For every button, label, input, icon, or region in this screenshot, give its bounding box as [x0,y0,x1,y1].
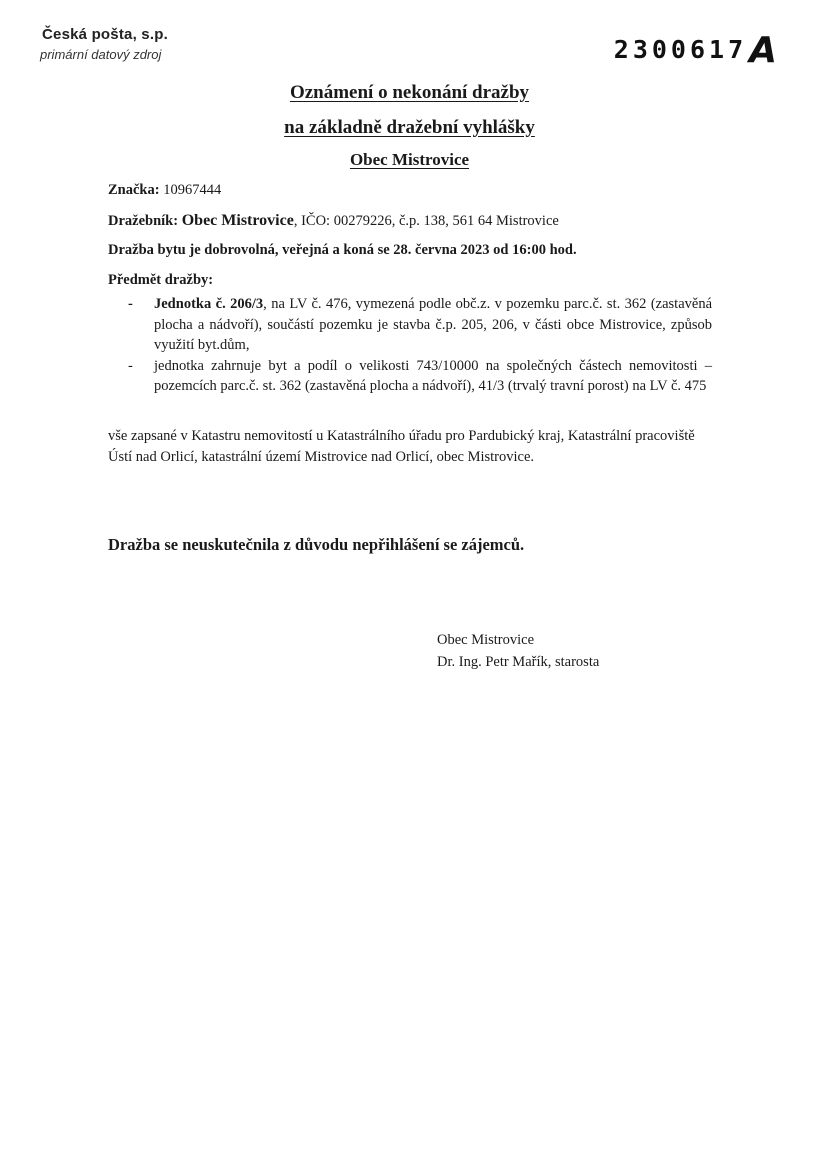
document-title: Oznámení o nekonání dražby [289,82,530,103]
registration-letter: A [749,30,777,71]
subject-list [128,294,712,397]
bullet-dash: - [128,296,133,312]
signature-mayor: Dr. Ing. Petr Mařík, starosta [437,654,600,670]
item-text: , na LV č. 476, vymezená podle obč.z. v pozemku parc.č. st. 362 (zastavěná plocha a nádvoří), součástí pozemku je stavba č.p. 205, 206, v části obce Mistrovice, způsob využití byt.dům, [154,296,713,353]
auction-info: Dražba bytu je dobrovolná, veřejná a koná se 28. června 2023 od 16:00 hod. [108,242,577,258]
document-municipality: Obec Mistrovice [349,150,470,169]
drazebnik-row [108,211,559,231]
registration-number [614,30,777,71]
znacka-row [108,180,221,200]
signature-municipality: Obec Mistrovice [437,632,535,648]
item-lead: Jednotka č. 206/3 [154,296,264,312]
znacka-label: Značka: [108,182,160,198]
drazebnik-name: Obec Mistrovice [181,212,294,229]
predmet-label: Předmět dražby: [108,272,214,288]
stamp-source: primární datový zdroj [40,47,162,62]
list-item [128,294,712,356]
postal-stamp [42,26,168,62]
znacka-value: 10967444 [159,182,222,198]
bullet-dash: - [128,357,133,374]
cadastre-note: vše zapsané v Katastru nemovitostí u Katastrálního úřadu pro Pardubický kraj, Katastrální pracoviště Ústí nad Orlicí, katastrální území Mistrovice nad Orlicí, obec Mistrovice. [108,428,695,465]
drazebnik-label: Dražebník: [108,213,182,229]
list-item [128,356,712,397]
signature-block [437,629,599,673]
stamp-issuer: Česká pošta, s.p. [42,26,168,43]
drazebnik-details: , IČO: 00279226, č.p. 138, 561 64 Mistrovice [293,213,559,229]
item-text: jednotka zahrnuje byt a podíl o velikosti 743/10000 na společných částech nemovitosti – pozemcích parc.č. st. 362 (zastavěná plocha a nádvoří), 41/3 (trvalý travní porost) na LV č. 475 [154,357,712,394]
registration-digits: 2300617 [613,35,748,64]
document-subtitle: na základně dražební vyhlášky [284,117,535,138]
result-statement: Dražba se neuskutečnila z důvodu nepřihlášení se zájemců. [108,535,525,554]
